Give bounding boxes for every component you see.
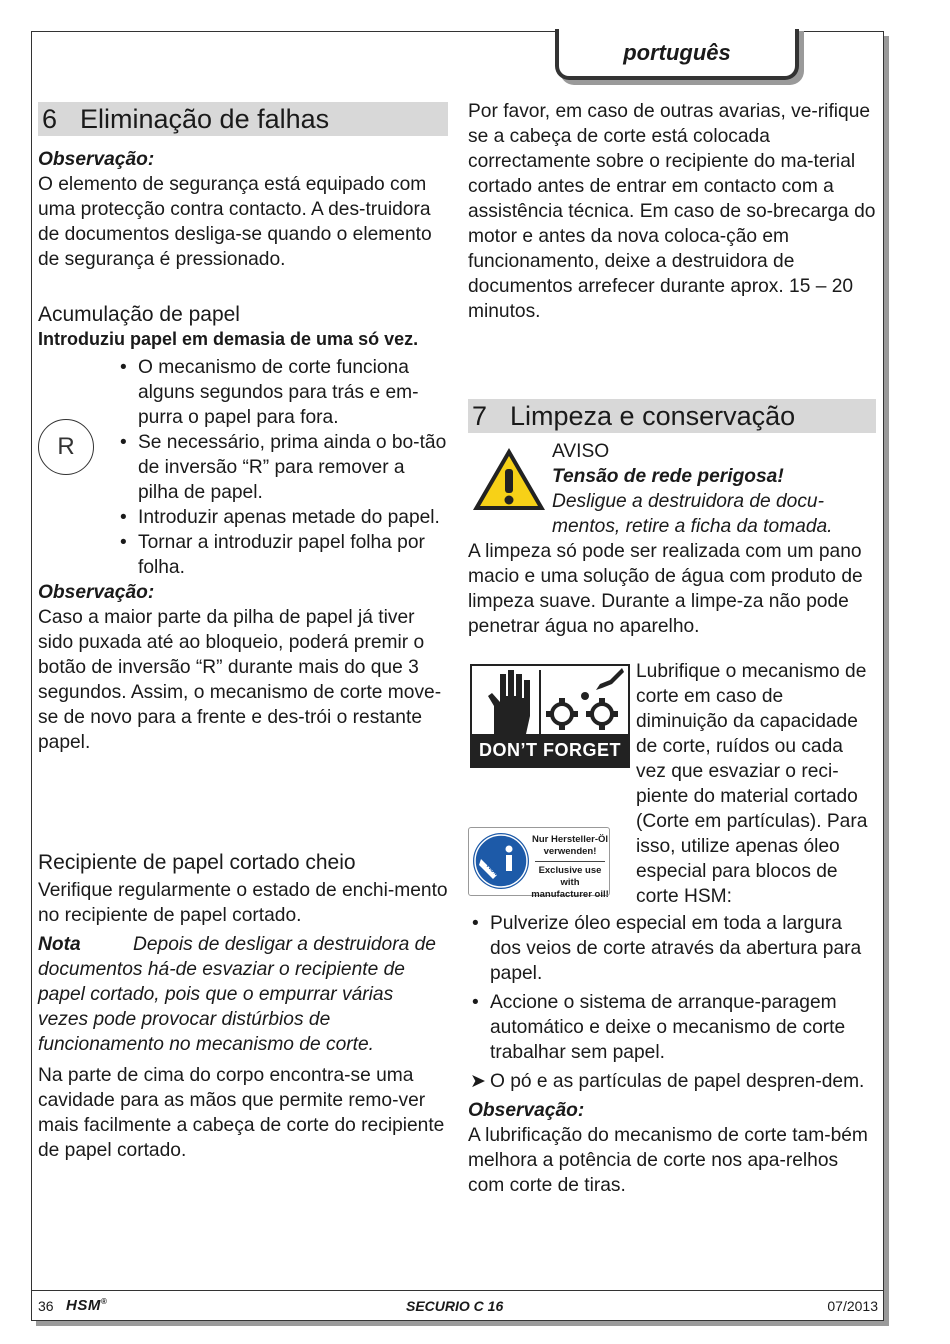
result-text: O pó e as partículas de papel despren-dem. xyxy=(490,1071,865,1092)
note-label: Nota xyxy=(38,934,81,955)
left-column xyxy=(38,102,448,1163)
warning-title: Tensão de rede perigosa! xyxy=(552,466,784,487)
model-name: SECURIO C 16 xyxy=(406,1298,504,1314)
cleaning-text: A limpeza só pode ser realizada com um pano macio e uma solução de água com produto de limpeza suave. Durante a limpe-za não pode penetrar água no aparelho. xyxy=(468,541,863,637)
document-date: 07/2013 xyxy=(827,1298,878,1314)
hand-cavity-text: Na parte de cima do corpo encontra-se uma cavidade para as mãos que permite remo-ver mais facilmente a cabeça de corte do recipiente de papel cortado. xyxy=(38,1065,445,1161)
language-label: português xyxy=(623,39,731,65)
list-item: • Se necessário, prima ainda o bo-tão de inversão “R” para remover a pilha de papel. xyxy=(116,430,448,505)
language-tab xyxy=(555,29,799,80)
observation-1-text: O elemento de segurança está equipado com uma protecção contra contacto. A des-truidora de documentos desliga-se quando o elemento de segurança é pressionado. xyxy=(38,174,432,270)
list-item: • Introduzir apenas metade do papel. xyxy=(116,505,448,530)
brand-logo xyxy=(66,1297,107,1314)
brand-mark: ® xyxy=(100,1297,108,1306)
paper-jam-heading: Acumulação de papel xyxy=(38,303,240,326)
bin-full-heading: Recipiente de papel cortado cheio xyxy=(38,851,356,874)
observation-3-text: A lubrificação do mecanismo de corte tam-bém melhora a potência de corte nos apa-relhos com corte de tiras. xyxy=(468,1125,868,1196)
observation-2-label: Observação: xyxy=(38,582,155,603)
oil-label-text xyxy=(531,834,609,901)
note-text: Depois de desligar a destruidora de documentos há-de esvaziar o recipiente de papel cortado, pois que o empurrar várias vezes pode provocar distúrbios de funcionamento no mecanismo de corte. xyxy=(38,934,436,1055)
result-item xyxy=(468,1069,878,1094)
section-6-number: 6 xyxy=(42,104,58,134)
section-6-heading xyxy=(38,102,448,136)
manufacturer-oil-label xyxy=(468,827,610,900)
oil-label-english: Exclusive use with manufacturer oil! xyxy=(531,865,609,900)
right-column xyxy=(468,99,878,1198)
other-faults-text: Por favor, em caso de outras avarias, ve-rifique se a cabeça de corte está colocada correctamente sobre o recipiente do ma-terial cortado antes de entrar em contacto com a assistência técnica. Em caso de so-brecarga do motor e antes da nova coloca-ção em funcionamento, deixe a destruidora de documentos arrefecer durante aprox. 15 – 20 minutos. xyxy=(468,101,876,322)
warning-text: Desligue a destruidora de docu-mentos, retire a ficha da tomada. xyxy=(552,491,833,537)
section-7-number: 7 xyxy=(472,401,488,431)
list-item: • Pulverize óleo especial em toda a largura dos veios de corte através da abertura para papel. xyxy=(468,911,878,986)
list-item: • O mecanismo de corte funciona alguns segundos para trás e em-purra o papel para fora. xyxy=(116,355,448,430)
brand-name: HSM xyxy=(66,1297,101,1314)
paper-jam-subtitle: Introduziu papel em demasia de uma só vez. xyxy=(38,329,419,349)
hand-gears-icon xyxy=(472,666,628,736)
warning-block xyxy=(552,439,878,539)
oil-label-divider xyxy=(535,861,605,862)
footer-rule xyxy=(31,1290,884,1291)
oil-label-german: Nur Hersteller-Öl verwenden! xyxy=(531,834,609,857)
arrow-right-icon: ➤ xyxy=(470,1071,487,1092)
lubricate-text: Lubrifique o mecanismo de corte em caso de diminuição da capacidade de corte, ruídos ou cada vez que esvaziar o reci-piente do material cortado (Corte em partículas). Para isso, utilize apenas óleo especial para blocos de corte HSM: xyxy=(636,661,868,907)
oil-badge-text: HSM xyxy=(484,862,501,879)
page-number: 36 xyxy=(38,1298,54,1314)
observation-3-label: Observação: xyxy=(468,1100,585,1121)
section-7-heading xyxy=(468,399,876,433)
dont-forget-label: DON’T FORGET xyxy=(472,734,628,766)
dont-forget-graphic xyxy=(470,664,630,768)
bin-full-text: Verifique regularmente o estado de enchi-mento no recipiente de papel cortado. xyxy=(38,880,448,926)
list-item: • Accione o sistema de arranque-paragem automático e deixe o mecanismo de corte trabalhar sem papel. xyxy=(468,990,878,1065)
note-paragraph xyxy=(38,932,448,1057)
observation-1-label: Observação: xyxy=(38,149,155,170)
reverse-button-r-icon xyxy=(38,419,94,475)
observation-2-text: Caso a maior parte da pilha de papel já tiver sido puxada até ao bloqueio, poderá premir o botão de inversão “R” durante mais do que 3 segundos. Assim, o mecanismo de corte move-se de novo para a frente e des-trói o restante papel. xyxy=(38,607,442,753)
list-item: • Tornar a introduzir papel folha por folha. xyxy=(116,530,448,580)
lubrication-steps xyxy=(468,911,878,1065)
warning-label: AVISO xyxy=(552,441,610,462)
paper-jam-steps xyxy=(116,355,448,580)
footer xyxy=(38,1298,878,1318)
section-6-title: Eliminação de falhas xyxy=(80,104,330,134)
warning-triangle-icon xyxy=(470,445,548,513)
oil-info-icon xyxy=(473,833,529,889)
r-icon-label: R xyxy=(57,433,75,460)
section-7-title: Limpeza e conservação xyxy=(510,401,796,431)
